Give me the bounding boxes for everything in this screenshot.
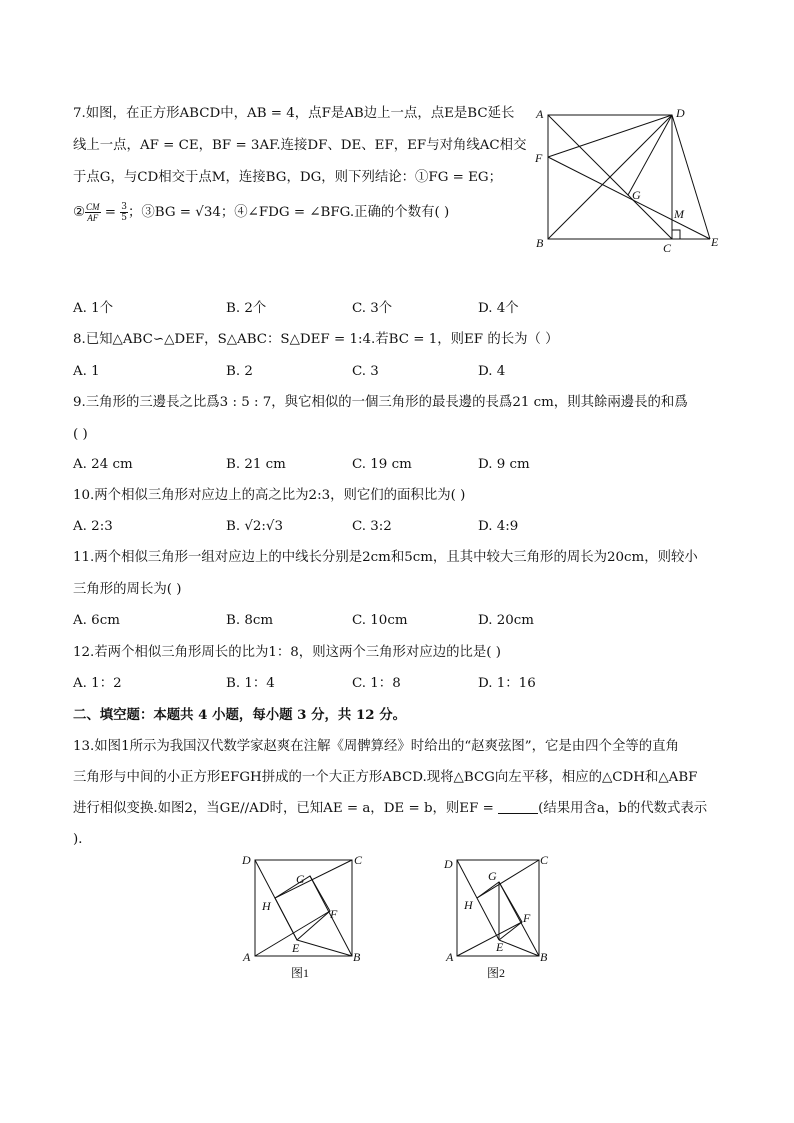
fig2-label-d: D	[444, 857, 453, 871]
segment-f-e	[548, 157, 710, 239]
fig1-label-a: A	[243, 950, 251, 964]
fig2-label-e: E	[496, 940, 504, 954]
q13-line-4: )．	[73, 832, 92, 847]
q8-option-b: B. 2	[226, 364, 253, 379]
fig1-label-h: H	[262, 899, 271, 913]
fig1-label-b: B	[353, 950, 361, 964]
q9-option-a: A. 24 cm	[73, 457, 133, 472]
q10-option-d: D. 4:9	[478, 519, 519, 534]
q13-line-1: 13.如图1所示为我国汉代数学家赵爽在注解《周髀算经》时给出的“赵爽弦图”，它是由四个全等的直角	[73, 739, 679, 754]
q12-stem: 12.若两个相似三角形周长的比为1：8，则这两个三角形对应边的比是( )	[73, 645, 501, 660]
q9-option-c: C. 19 cm	[352, 457, 412, 472]
q7-option-c: C. 3个	[352, 301, 393, 316]
q7-fraction-cm-af: $\frac{CM}{AF}$	[86, 202, 100, 223]
q8-stem: 8.已知△ABC∽△DEF，S△ABC：S△DEF = 1:4.若BC = 1，则EF 的长为（ ）	[73, 332, 559, 347]
q8-option-c: C. 3	[352, 364, 379, 379]
q12-option-a: A. 1：2	[73, 676, 122, 691]
section-2-title: 二、填空题：本题共 4 小题，每小题 3 分，共 12 分。	[73, 707, 407, 723]
label-c: C	[663, 241, 672, 255]
label-m: M	[674, 207, 684, 221]
q11-stem: 11.两个相似三角形一组对应边上的中线长分别是2cm和5cm，且其中较大三角形的周长为20cm，则较小	[73, 550, 698, 565]
q7-line-3: 于点G，与CD相交于点M，连接BG，DG，则下列结论：①FG = EG；	[73, 170, 503, 185]
fig1-label-e: E	[292, 941, 300, 955]
fig1-caption: 图1	[291, 966, 310, 980]
q11-option-a: A. 6cm	[73, 613, 120, 628]
q7-option-a: A. 1个	[73, 301, 114, 316]
q9-option-b: B. 21 cm	[226, 457, 286, 472]
q10-option-b: B. √2:√3	[226, 519, 283, 534]
label-f: F	[535, 151, 543, 165]
q10-option-a: A. 2:3	[73, 519, 113, 534]
q11-stem-2: 三角形的周长为( )	[73, 582, 182, 597]
right-angle-mark	[672, 230, 680, 239]
q13-figure-2	[442, 852, 570, 982]
q7-circle-2: ②	[73, 205, 86, 220]
q10-option-c: C. 3:2	[352, 519, 392, 534]
segment-af-d	[548, 115, 672, 157]
q12-option-d: D. 1：16	[478, 676, 536, 691]
q7-line-1: 7.如图，在正方形ABCD中，AB = 4，点F是AB边上一点，点E是BC延长	[73, 106, 515, 121]
fig1-label-d: D	[242, 853, 251, 867]
fig1-label-c: C	[354, 853, 363, 867]
fig2-label-b: B	[540, 950, 548, 964]
q12-option-b: B. 1：4	[226, 676, 275, 691]
fig2-label-c: C	[540, 853, 549, 867]
fig1-label-f: F	[330, 907, 338, 921]
q7-line-4-rest: ；③BG = √34；④∠FDG = ∠BFG.正确的个数有( )	[127, 205, 450, 220]
q10-stem: 10.两个相似三角形对应边上的高之比为2:3，则它们的面积比为( )	[73, 488, 466, 503]
q9-stem-2: ( )	[73, 427, 88, 442]
q12-option-c: C. 1：8	[352, 676, 401, 691]
label-a: A	[536, 107, 544, 121]
fig2-label-h: H	[464, 898, 473, 912]
fig2-label-g: G	[488, 869, 497, 883]
q8-option-a: A. 1	[73, 364, 100, 379]
label-e: E	[711, 235, 719, 249]
q9-option-d: D. 9 cm	[478, 457, 530, 472]
q8-option-d: D. 4	[478, 364, 506, 379]
q13-line-2: 三角形与中间的小正方形EFGH拼成的一个大正方形ABCD.现将△BCG向左平移，相应的△CDH和△ABF	[73, 770, 698, 785]
q7-figure	[530, 104, 730, 262]
label-d: D	[676, 106, 685, 120]
q7-option-d: D. 4个	[478, 301, 519, 316]
q7-option-b: B. 2个	[226, 301, 267, 316]
fig2-label-f: F	[523, 911, 531, 925]
q7-fraction-3-5: $\frac{3}{5}$	[121, 202, 127, 223]
q7-line-2: 线上一点，AF = CE，BF = 3AF.连接DF、DE、EF，EF与对角线AC相交	[73, 138, 527, 153]
q13-figure-1	[240, 852, 368, 982]
fig2-caption: 图2	[487, 966, 506, 980]
q11-option-b: B. 8cm	[226, 613, 274, 628]
label-g: G	[632, 188, 641, 202]
q7-line-4: ② $\frac{CM}{AF}$ = $\frac{3}{5}$ ；③BG = √34；④∠FDG = ∠BFG.正确的个数有( )	[73, 202, 450, 223]
q11-option-c: C. 10cm	[352, 613, 408, 628]
q9-stem: 9.三角形的三邊長之比爲3 : 5 : 7，與它相似的一個三角形的最長邊的長爲21 cm，則其餘兩邊長的和爲	[73, 395, 688, 410]
segment-d-g	[628, 115, 672, 195]
q13-answer-blank	[498, 799, 538, 814]
fig2-label-a: A	[446, 950, 454, 964]
q13-line-3: 进行相似变换.如图2，当GE//AD时，已知AE = a，DE = b，则EF = (结果用含a，b的代数式表示	[73, 801, 708, 816]
q11-option-d: D. 20cm	[478, 613, 535, 628]
label-b: B	[536, 236, 544, 250]
fig1-label-g: G	[296, 872, 305, 886]
